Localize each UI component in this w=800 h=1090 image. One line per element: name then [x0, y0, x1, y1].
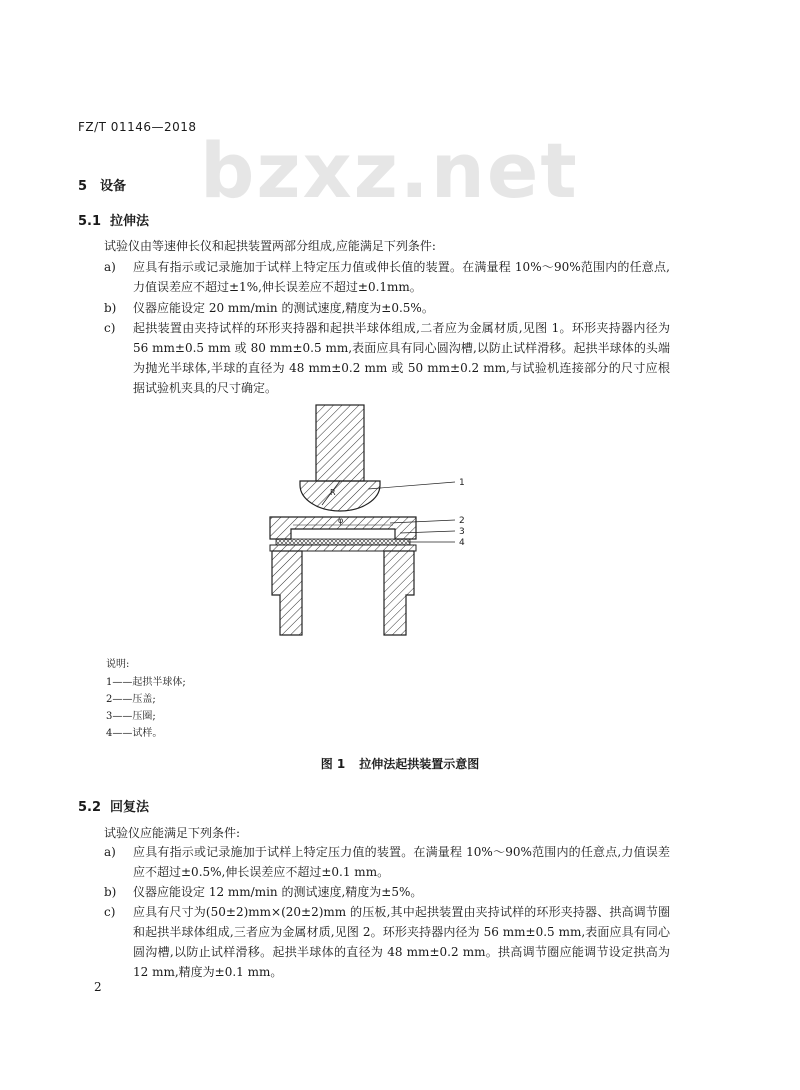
- item-label: c): [104, 321, 116, 335]
- figure-1-caption: [0, 755, 800, 772]
- item-text: 应具有尺寸为(50±2)mm×(20±2)mm 的压板,其中起拱装置由夹持试样的环形夹持器、拱高调节圈和起拱半球体组成,三者应为金属材质,见图 2。环形夹持器内径为 56 mm±0.5 mm,表面应具有同心圆沟槽,以防止试样滑移。起拱半球体的直径为 48 mm±0.2 mm。拱高调节圈应能调节设定拱高为 12 mm,精度为±0.1 mm。: [133, 905, 670, 979]
- callout-2: 2: [459, 516, 465, 526]
- item-text: 仪器应能设定 20 mm/min 的测试速度,精度为±0.5%。: [133, 301, 434, 315]
- list-item: [104, 298, 670, 318]
- clamp-leg-left: [272, 551, 302, 635]
- section-5-2-intro: 试验仪应能满足下列条件:: [104, 826, 241, 840]
- figure-1-diagram: [250, 395, 490, 645]
- section-5-1-intro: 试验仪由等速伸长仪和起拱装置两部分组成,应能满足下列条件:: [104, 239, 436, 253]
- item-label: a): [104, 845, 116, 859]
- phi-label: φ: [338, 516, 344, 525]
- list-item: [104, 257, 670, 297]
- item-label: b): [104, 301, 117, 315]
- item-label: b): [104, 885, 117, 899]
- section-5-1-heading: [78, 210, 149, 229]
- list-item: [104, 318, 670, 398]
- section-5-2-heading: [78, 796, 149, 815]
- section-title: 回复法: [110, 800, 150, 815]
- section-5-heading: [78, 175, 126, 194]
- item-text: 起拱装置由夹持试样的环形夹持器和起拱半球体组成,二者应为金属材质,见图 1。环形夹持器内径为 56 mm±0.5 mm 或 80 mm±0.5 mm,表面应具有同心圆沟槽,以防止试样滑移。起拱半球体的头端为抛光半球体,半球的直径为 48 mm±0.2 mm 或 50 mm±0.2 mm,与试验机连接部分的尺寸应根据试验机夹具的尺寸确定。: [133, 321, 670, 395]
- watermark: bzxz.net: [200, 126, 579, 215]
- caption-number: 图 1: [320, 757, 346, 771]
- callout-4: 4: [459, 538, 465, 548]
- legend-title: 说明:: [106, 659, 130, 670]
- clamp-leg-right: [384, 551, 414, 635]
- section-number: 5.2: [78, 800, 102, 815]
- pressing-ring: [270, 545, 416, 551]
- page-number: 2: [94, 980, 102, 994]
- specimen: [276, 539, 410, 545]
- section-number: 5: [78, 179, 88, 194]
- callout-3: 3: [459, 527, 465, 537]
- legend-item: 1——起拱半球体;: [106, 677, 186, 688]
- item-label: c): [104, 905, 116, 919]
- item-label: a): [104, 260, 116, 274]
- standard-number: FZ/T 01146—2018: [78, 120, 197, 134]
- section-title: 拉伸法: [110, 214, 150, 229]
- list-item: [104, 882, 670, 902]
- caption-title: 拉伸法起拱装置示意图: [359, 757, 480, 771]
- callout-1: 1: [459, 478, 465, 488]
- legend-item: 4——试样。: [106, 728, 163, 739]
- item-text: 应具有指示或记录施加于试样上特定压力值的装置。在满量程 10%～90%范围内的任意点,力值误差应不超过±0.5%,伸长误差应不超过±0.1 mm。: [133, 845, 670, 879]
- legend-item: 2——压盖;: [106, 694, 156, 705]
- list-item: [104, 842, 670, 882]
- hemisphere-body: [300, 405, 380, 511]
- list-item: [104, 902, 670, 982]
- section-number: 5.1: [78, 214, 102, 229]
- item-text: 应具有指示或记录施加于试样上特定压力值或伸长值的装置。在满量程 10%～90%范围内的任意点,力值误差应不超过±1%,伸长误差应不超过±0.1mm。: [133, 260, 670, 294]
- legend-item: 3——压圈;: [106, 711, 156, 722]
- item-text: 仪器应能设定 12 mm/min 的测试速度,精度为±5%。: [133, 885, 423, 899]
- radius-label: R: [330, 488, 336, 497]
- section-title: 设备: [100, 179, 127, 194]
